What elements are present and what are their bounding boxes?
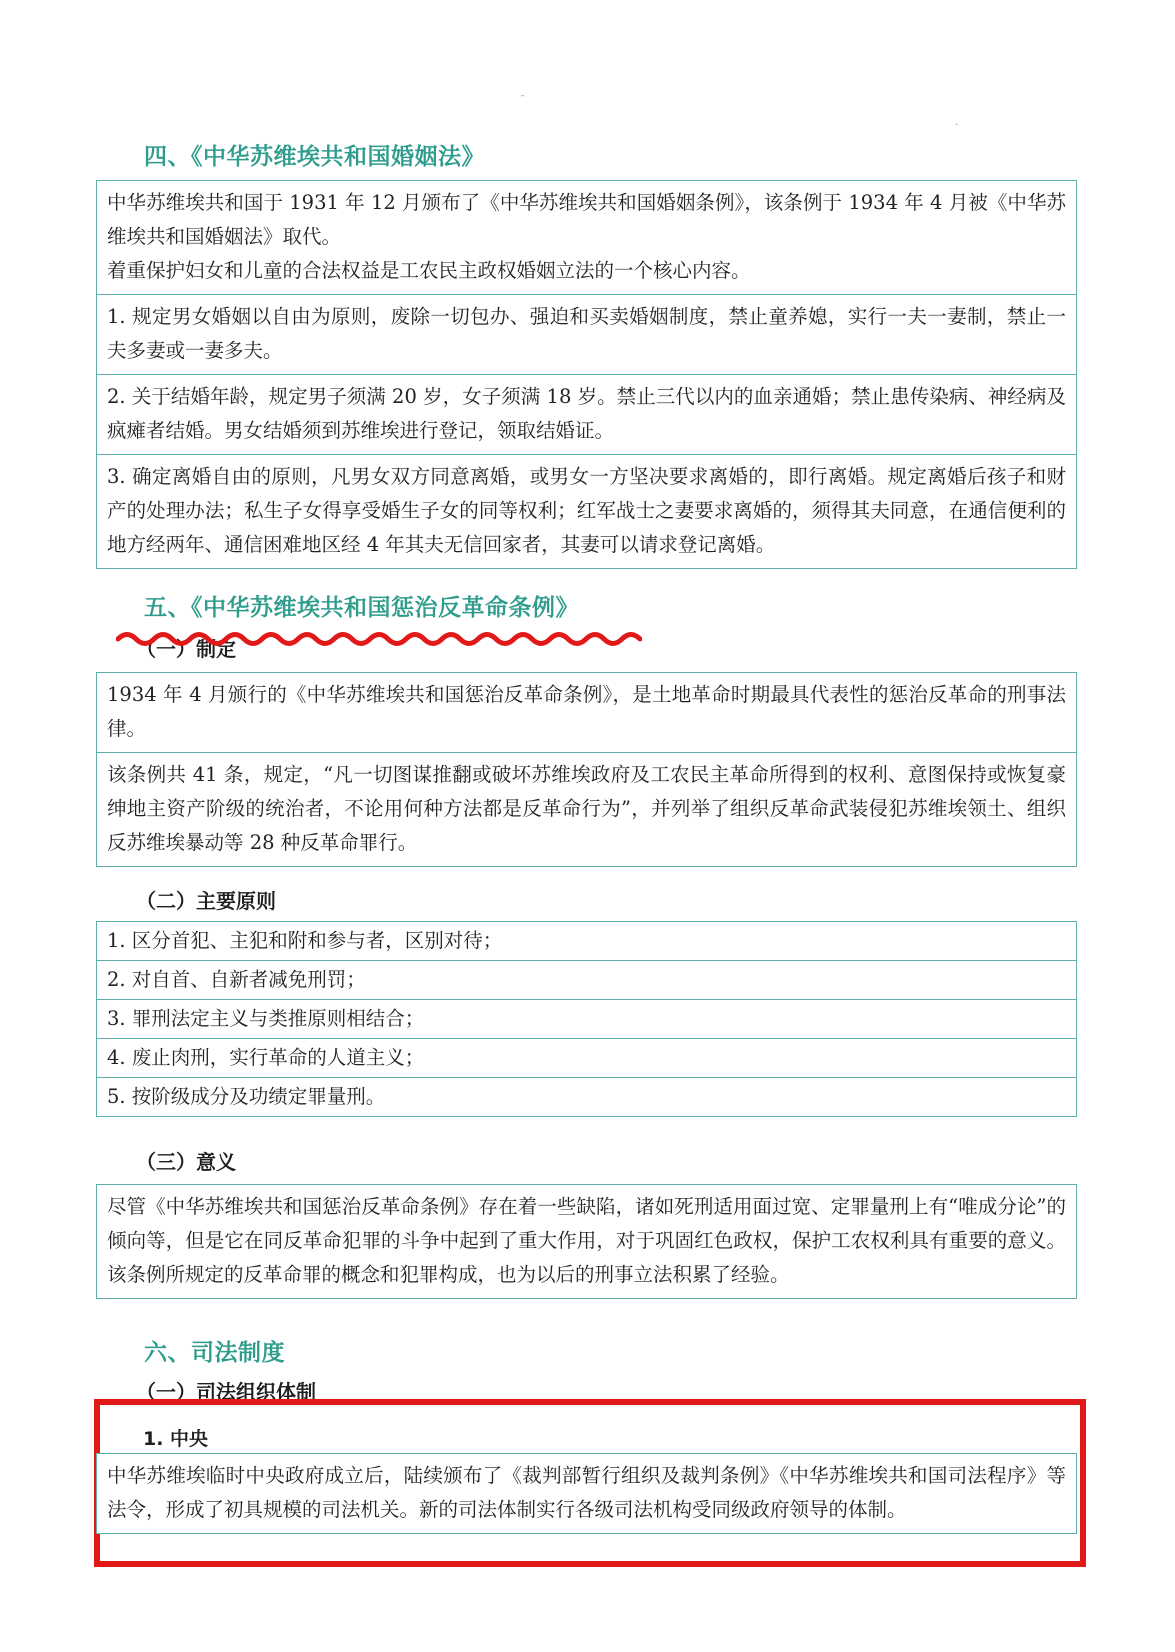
principle-item: 3. 罪刑法定主义与类推原则相结合； bbox=[97, 999, 1076, 1038]
principle-item: 4. 废止肉刑，实行革命的人道主义； bbox=[97, 1038, 1076, 1077]
wavy-underline-annotation bbox=[116, 628, 642, 650]
marriage-law-item: 3. 确定离婚自由的原则，凡男女双方同意离婚，或男女一方坚决要求离婚的，即行离婚。规定离婚后孩子和财产的处理办法；私生子女得享受婚生子女的同等权利；红军战士之妻要求离婚的，须得其夫同意，在通信便利的地方经两年、通信困难地区经 4 年其夫无信回家者，其妻可以请求登记离婚。 bbox=[97, 454, 1076, 568]
principle-item: 5. 按阶级成分及功绩定罪量刑。 bbox=[97, 1077, 1076, 1116]
principle-item: 2. 对自首、自新者减免刑罚； bbox=[97, 960, 1076, 999]
scan-speck: ˉ bbox=[520, 95, 525, 106]
part-heading: 1. 中央 bbox=[143, 1428, 209, 1450]
central-judiciary-paragraph: 中华苏维埃临时中央政府成立后，陆续颁布了《裁判部暂行组织及裁判条例》《中华苏维埃共和国司法程序》等法令，形成了初具规模的司法机关。新的司法体制实行各级司法机构受同级政府领导的体制。 bbox=[107, 1464, 1066, 1521]
enactment-paragraph: 1934 年 4 月颁行的《中华苏维埃共和国惩治反革命条例》，是土地革命时期最具代表性的惩治反革命的刑事法律。 bbox=[107, 683, 1066, 740]
subsection-heading: （二）主要原则 bbox=[136, 889, 276, 913]
enactment-paragraph: 该条例共 41 条，规定，“凡一切图谋推翻或破坏苏维埃政府及工农民主革命所得到的权利、意图保持或恢复豪绅地主资产阶级的统治者，不论用何种方法都是反革命行为”，并列举了组织反革命武装侵犯苏维埃领土、组织反苏维埃暴动等 28 种反革命罪行。 bbox=[97, 752, 1076, 866]
marriage-law-intro bbox=[97, 181, 1076, 294]
marriage-law-item: 1. 规定男女婚姻以自由为原则，废除一切包办、强迫和买卖婚姻制度，禁止童养媳，实行一夫一妻制，禁止一夫多妻或一妻多夫。 bbox=[97, 294, 1076, 374]
significance-paragraph: 尽管《中华苏维埃共和国惩治反革命条例》存在着一些缺陷，诸如死刑适用面过宽、定罪量刑上有“唯成分论”的倾向等，但是它在同反革命犯罪的斗争中起到了重大作用，对于巩固红色政权，保护工农权利具有重要的意义。该条例所规定的反革命罪的概念和犯罪构成，也为以后的刑事立法积累了经验。 bbox=[107, 1195, 1066, 1286]
scan-speck: · bbox=[955, 120, 959, 131]
subsection-heading: （三）意义 bbox=[136, 1150, 236, 1174]
intro-paragraph: 中华苏维埃共和国于 1931 年 12 月颁布了《中华苏维埃共和国婚姻条例》，该条例于 1934 年 4 月被《中华苏维埃共和国婚姻法》取代。 bbox=[107, 191, 1066, 248]
principles-box bbox=[96, 921, 1077, 1117]
subsection-heading: （一）制定 bbox=[136, 637, 236, 661]
section-4-heading: 四、《中华苏维埃共和国婚姻法》 bbox=[144, 144, 485, 170]
principle-item: 1. 区分首犯、主犯和附和参与者，区别对待； bbox=[107, 929, 503, 952]
marriage-law-box bbox=[96, 180, 1077, 569]
section-5-heading: 五、《中华苏维埃共和国惩治反革命条例》 bbox=[144, 595, 579, 621]
enactment-box bbox=[96, 672, 1077, 867]
section-6-heading: 六、司法制度 bbox=[144, 1340, 285, 1366]
intro-paragraph: 着重保护妇女和儿童的合法权益是工农民主政权婚姻立法的一个核心内容。 bbox=[107, 259, 751, 282]
central-judiciary-box bbox=[96, 1453, 1077, 1534]
significance-box bbox=[96, 1184, 1077, 1299]
subsection-heading: （一）司法组织体制 bbox=[136, 1380, 316, 1404]
marriage-law-item: 2. 关于结婚年龄，规定男子须满 20 岁，女子须满 18 岁。禁止三代以内的血亲通婚；禁止患传染病、神经病及疯瘫者结婚。男女结婚须到苏维埃进行登记，领取结婚证。 bbox=[97, 374, 1076, 454]
